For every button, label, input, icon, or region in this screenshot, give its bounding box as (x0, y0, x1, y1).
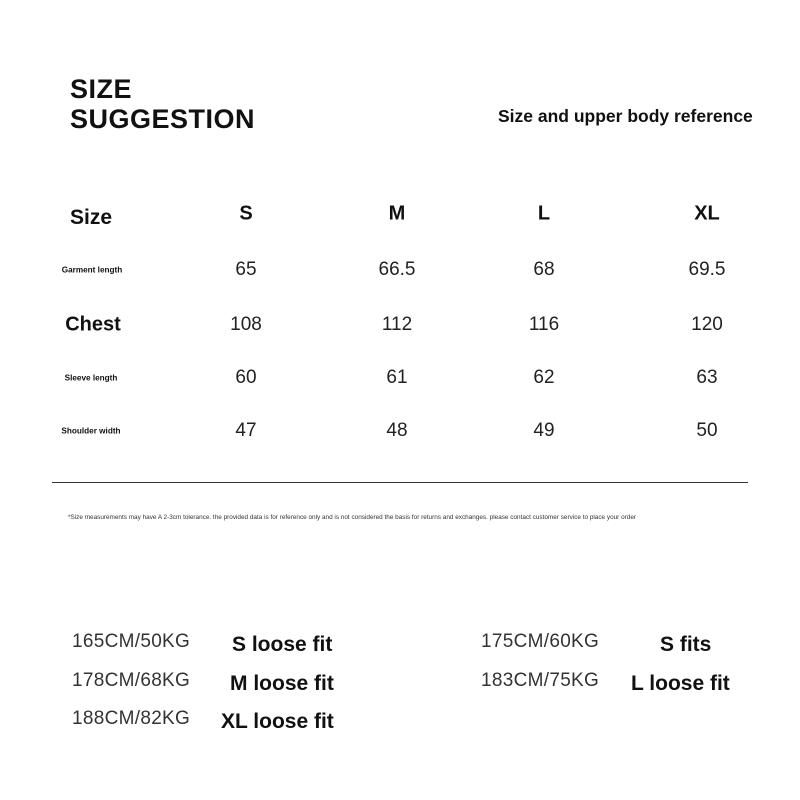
row-label-sleeve-length: Sleeve length (64, 373, 118, 383)
size-header-l: L (537, 202, 551, 225)
size-header-label: Size (69, 206, 113, 229)
cell-chest-l: 116 (528, 314, 560, 335)
cell-sleeve-length-xl: 63 (696, 367, 718, 388)
title-line-1: SIZE (70, 74, 133, 104)
cell-shoulder-width-s: 47 (235, 420, 257, 441)
cell-chest-s: 108 (230, 314, 262, 335)
tolerance-note: *Size measurements may have A 2-3cm tolerance. the provided data is for reference only and is not considered the basis for returns and exchanges. please contact customer service to place your order (68, 514, 637, 521)
rec-measure: 183CM/75KG (481, 670, 600, 691)
title-line-2: SUGGESTION (70, 104, 256, 134)
subtitle: Size and upper body reference (498, 106, 753, 126)
cell-garment-length-l: 68 (533, 259, 555, 280)
rec-fit: XL loose fit (221, 710, 334, 733)
size-header-xl: XL (694, 202, 720, 225)
cell-chest-m: 112 (381, 314, 413, 335)
row-label-garment-length: Garment length (61, 265, 123, 275)
cell-shoulder-width-xl: 50 (696, 420, 718, 441)
size-header-s: S (239, 202, 253, 225)
rec-fit: M loose fit (230, 672, 334, 695)
cell-chest-xl: 120 (691, 314, 723, 335)
rec-measure: 165CM/50KG (72, 631, 191, 652)
cell-garment-length-xl: 69.5 (688, 259, 726, 280)
row-label-shoulder-width: Shoulder width (61, 426, 121, 436)
rec-measure: 188CM/82KG (72, 708, 191, 729)
rec-measure: 175CM/60KG (481, 631, 600, 652)
cell-shoulder-width-l: 49 (533, 420, 555, 441)
cell-sleeve-length-s: 60 (235, 367, 257, 388)
cell-garment-length-s: 65 (235, 259, 257, 280)
cell-sleeve-length-l: 62 (533, 367, 555, 388)
rec-fit: S fits (660, 633, 712, 656)
rec-fit: L loose fit (631, 672, 730, 695)
page-title (70, 74, 255, 134)
cell-shoulder-width-m: 48 (386, 420, 408, 441)
size-header-m: M (388, 202, 406, 225)
rec-fit: S loose fit (232, 633, 333, 656)
cell-garment-length-m: 66.5 (378, 259, 416, 280)
divider (52, 482, 748, 483)
rec-measure: 178CM/68KG (72, 670, 191, 691)
row-label-chest: Chest (65, 313, 121, 336)
cell-sleeve-length-m: 61 (386, 367, 408, 388)
